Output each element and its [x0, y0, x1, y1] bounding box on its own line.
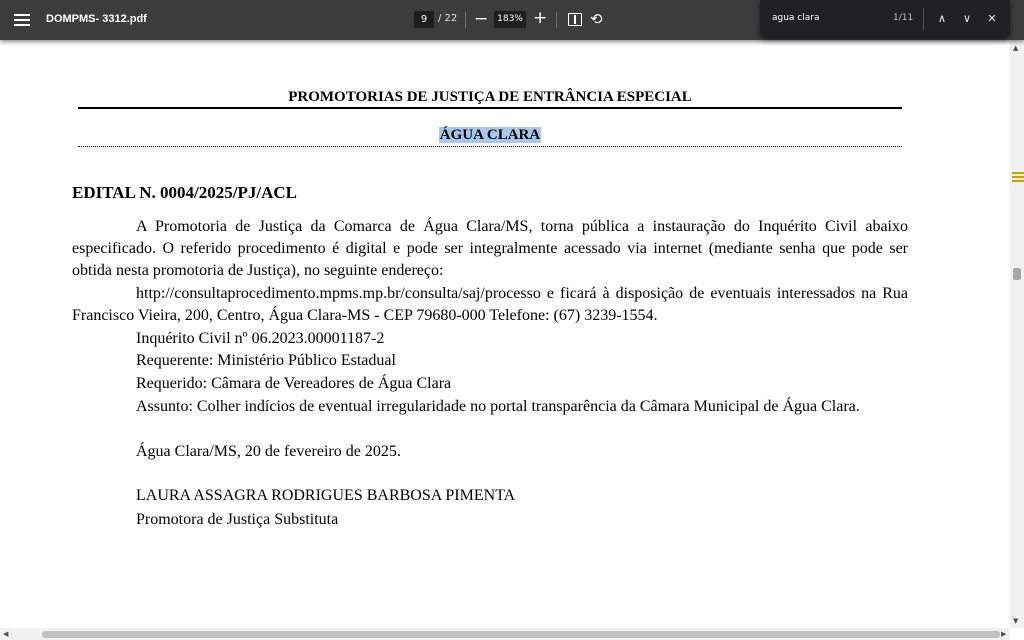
- find-bar: [760, 0, 1010, 38]
- page-number-input[interactable]: 9: [414, 11, 434, 28]
- scroll-down-arrow[interactable]: ▼: [1013, 617, 1019, 625]
- fit-to-page-icon[interactable]: [568, 13, 582, 26]
- section-rule: [78, 146, 902, 147]
- search-result-marker: [1012, 176, 1024, 178]
- signatory-role: Promotora de Justiça Substituta: [136, 511, 339, 528]
- scroll-left-arrow[interactable]: ◀: [3, 630, 9, 638]
- edital-title: EDITAL N. 0004/2025/PJ/ACL: [72, 183, 297, 202]
- vertical-scrollbar[interactable]: [1010, 40, 1024, 628]
- search-result-marker: [1012, 172, 1024, 174]
- inquerito-line: Inquérito Civil nº 06.2023.00001187-2: [136, 330, 385, 347]
- paragraph-intro: A Promotoria de Justiça da Comarca de Água Clara/MS, torna pública a instauração do Inquérito Civil abaixo especificado. O referido procedimento é digital e pode ser integralmente acessado via internet (mediante senha que pode ser obtida nesta promotoria de Justiça), no seguinte endereço:: [72, 218, 908, 279]
- header-rule: [78, 107, 902, 109]
- find-match-count: 1/11: [893, 13, 914, 23]
- date-line: Água Clara/MS, 20 de fevereiro de 2025.: [136, 443, 401, 460]
- find-close-icon[interactable]: ✕: [987, 12, 997, 25]
- search-result-marker: [1012, 180, 1024, 182]
- search-highlight: ÁGUA CLARA: [439, 127, 541, 143]
- assunto-line: Assunto: Colher indícios de eventual irregularidade no portal transparência da Câmara Municipal de Água Clara.: [136, 398, 860, 415]
- signatory-name: LAURA ASSAGRA RODRIGUES BARBOSA PIMENTA: [136, 487, 516, 504]
- rotate-icon[interactable]: ⟲: [590, 10, 603, 28]
- find-divider: [923, 8, 924, 30]
- file-title: DOMPMS- 3312.pdf: [46, 13, 147, 25]
- pdf-page: [0, 40, 1010, 628]
- vertical-scroll-thumb[interactable]: [1013, 268, 1021, 280]
- section-title: [78, 127, 902, 144]
- horizontal-scroll-thumb[interactable]: [42, 631, 1000, 638]
- find-next-icon[interactable]: ∨: [962, 12, 972, 25]
- toolbar-divider: [556, 12, 557, 28]
- zoom-in-button[interactable]: +: [533, 8, 548, 28]
- paragraph-address: http://consultaprocedimento.mpms.mp.br/consulta/saj/processo e ficará à disposição de eventuais interessados na Rua Francisco Vieira, 200, Centro, Água Clara-MS - CEP 79680-000 Telefone: (67) 3239-1554.: [72, 285, 908, 324]
- menu-icon[interactable]: [14, 11, 30, 29]
- zoom-level-input[interactable]: 183%: [494, 11, 526, 28]
- toolbar-divider: [465, 12, 466, 28]
- find-input[interactable]: agua clara: [772, 13, 820, 23]
- header-title: PROMOTORIAS DE JUSTIÇA DE ENTRÂNCIA ESPECIAL: [288, 89, 692, 105]
- zoom-out-button[interactable]: −: [474, 9, 489, 29]
- scroll-up-arrow[interactable]: ▲: [1013, 44, 1019, 52]
- page-total: / 22: [438, 13, 458, 24]
- scroll-right-arrow[interactable]: ▶: [1001, 630, 1007, 638]
- requerido-line: Requerido: Câmara de Vereadores de Água Clara: [136, 375, 452, 392]
- find-previous-icon[interactable]: ∧: [937, 12, 947, 25]
- requerente-line: Requerente: Ministério Público Estadual: [136, 352, 396, 369]
